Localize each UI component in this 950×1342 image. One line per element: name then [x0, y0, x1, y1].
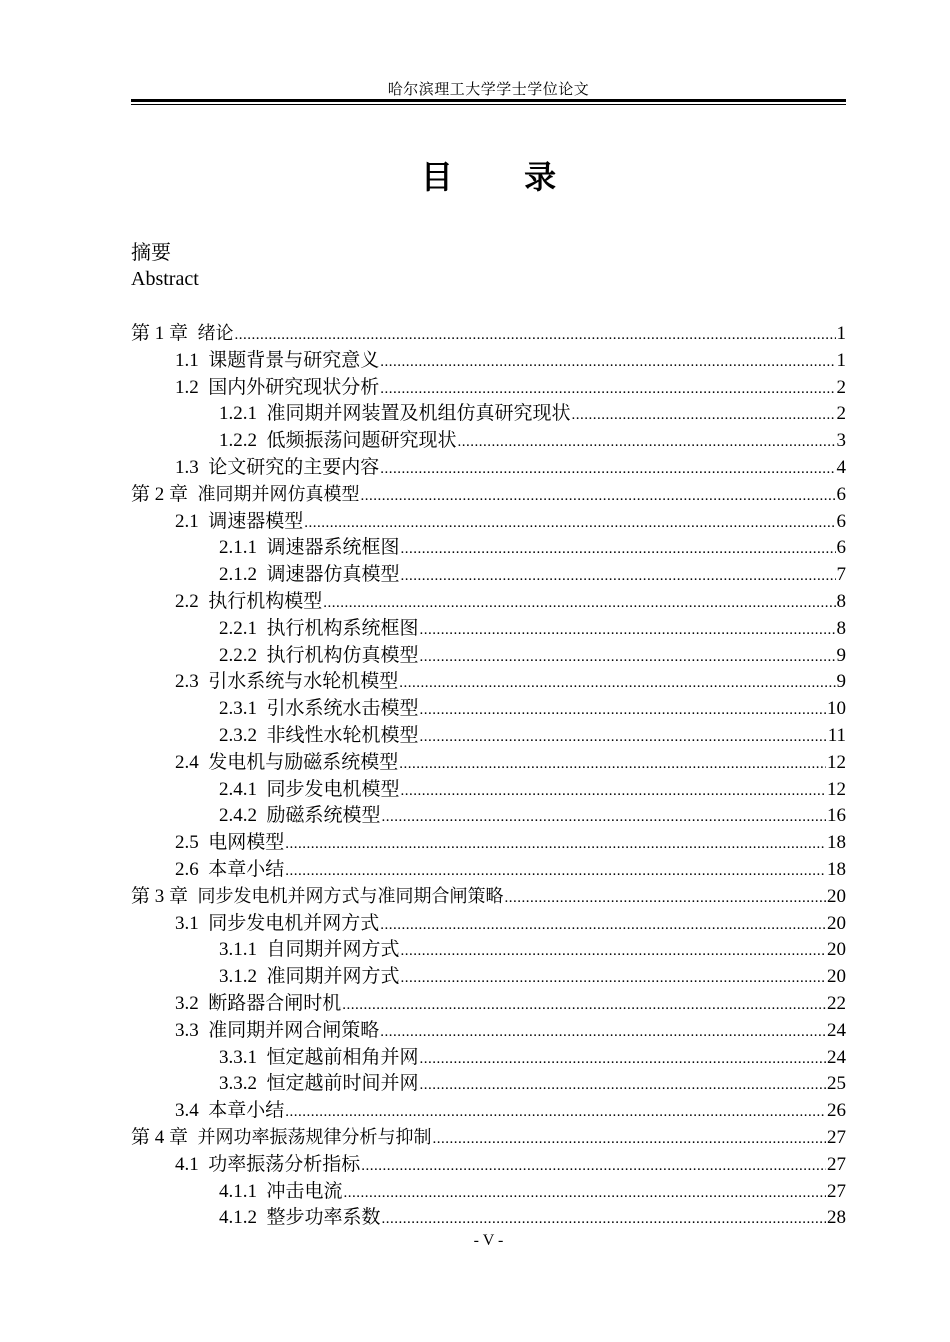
toc-entry[interactable]	[131, 800, 846, 827]
toc-entry-number: 2.1.1	[219, 537, 257, 559]
dot-leader	[323, 595, 835, 612]
header-rule-thick	[131, 99, 846, 102]
toc-entry-number: 2.4	[175, 751, 199, 773]
toc-entry-page: 20	[827, 939, 846, 961]
toc-entry[interactable]	[131, 988, 846, 1015]
toc-entry-page: 20	[827, 885, 846, 907]
toc-entry-page: 7	[836, 564, 846, 586]
toc-entry[interactable]	[131, 1122, 846, 1149]
toc-entry-page: 24	[827, 1046, 846, 1068]
toc-entry[interactable]	[131, 881, 846, 908]
toc-entry-number: 2.1	[175, 510, 199, 532]
toc-entry-label: 调速器模型	[208, 510, 304, 532]
toc-entry[interactable]	[131, 693, 846, 720]
toc-entry-label: 同步发电机并网方式与准同期合闸策略	[197, 885, 504, 907]
toc-entry-number: 2.4.1	[219, 778, 257, 800]
toc-entry-number: 4.1.2	[219, 1207, 257, 1229]
toc-entry[interactable]	[131, 720, 846, 747]
toc-entry[interactable]	[131, 827, 846, 854]
toc-entry[interactable]	[131, 1149, 846, 1176]
toc-entry-page: 26	[827, 1100, 846, 1122]
dot-leader	[285, 1104, 826, 1121]
running-header: 哈尔滨理工大学学士学位论文	[387, 82, 590, 98]
toc-entry-page: 28	[827, 1207, 846, 1229]
toc-entry-label: 非线性水轮机模型	[266, 724, 419, 746]
toc-entry[interactable]	[131, 774, 846, 801]
toc-entry-page: 9	[836, 671, 846, 693]
toc-entry-page: 8	[836, 590, 846, 612]
toc-entry[interactable]	[131, 452, 846, 479]
toc-entry-page: 22	[827, 992, 846, 1014]
toc-entry[interactable]	[131, 1202, 846, 1229]
toc-entry-label: 恒定越前相角并网	[266, 1046, 419, 1068]
toc-entry-page: 27	[827, 1126, 846, 1148]
toc-entry[interactable]	[131, 747, 846, 774]
toc-entry-number: 2.2	[175, 590, 199, 612]
toc-entry[interactable]	[131, 640, 846, 667]
toc-entry-page: 12	[827, 778, 846, 800]
dot-leader	[401, 943, 826, 960]
dot-leader	[380, 354, 835, 371]
toc-entry-label: 执行机构模型	[208, 590, 323, 612]
toc-entry-number: 2.5	[175, 832, 199, 854]
toc-entry-number: 1.1	[175, 349, 199, 371]
toc-entry-label: 国内外研究现状分析	[208, 376, 380, 398]
dot-leader	[420, 702, 826, 719]
toc-entry-page: 1	[836, 349, 846, 371]
toc-entry-label: 调速器仿真模型	[266, 564, 400, 586]
toc-entry-page: 20	[827, 966, 846, 988]
toc-entry[interactable]	[131, 372, 846, 399]
dot-leader	[420, 729, 827, 746]
toc-entry[interactable]	[131, 479, 846, 506]
toc-entry-number: 3.1	[175, 912, 199, 934]
toc-entry[interactable]	[131, 506, 846, 533]
toc-entry-page: 6	[836, 483, 846, 505]
toc-entry-number: 2.3.2	[219, 724, 257, 746]
toc-entry-label: 励磁系统模型	[266, 805, 381, 827]
toc-entry-page: 20	[827, 912, 846, 934]
dot-leader	[382, 809, 826, 826]
dot-leader	[401, 568, 836, 585]
dot-leader	[361, 488, 836, 505]
toc-entry-number: 3.1.1	[219, 939, 257, 961]
toc-entry[interactable]	[131, 345, 846, 372]
dot-leader	[382, 1211, 826, 1228]
toc-entry-number: 2.6	[175, 858, 199, 880]
toc-abstract-cn[interactable]: 摘要	[131, 242, 171, 264]
toc-entry-page: 3	[836, 430, 846, 452]
toc-abstract-en[interactable]: Abstract	[131, 268, 199, 290]
toc-entry-label: 发电机与励磁系统模型	[208, 751, 399, 773]
toc-entry-number: 1.2.1	[219, 403, 257, 425]
toc-entry-label: 本章小结	[208, 1100, 285, 1122]
dot-leader	[401, 783, 826, 800]
toc-entry-page: 11	[827, 724, 846, 746]
dot-leader	[285, 863, 826, 880]
toc-entry-page: 12	[827, 751, 846, 773]
toc-entry[interactable]	[131, 1015, 846, 1042]
toc-entry-number: 第 3 章	[131, 885, 189, 907]
toc-entry-number: 第 4 章	[131, 1126, 189, 1148]
toc-entry-label: 引水系统与水轮机模型	[208, 671, 399, 693]
header-rule-thin	[131, 104, 846, 105]
dot-leader	[380, 917, 826, 934]
toc-entry-number: 第 2 章	[131, 483, 189, 505]
dot-leader	[401, 970, 826, 987]
toc-entry-label: 本章小结	[208, 858, 285, 880]
toc-entry-page: 2	[836, 376, 846, 398]
toc-entry-number: 1.2.2	[219, 430, 257, 452]
toc-entry-label: 准同期并网合闸策略	[208, 1019, 380, 1041]
toc-entry-label: 同步发电机并网方式	[208, 912, 380, 934]
toc-entry[interactable]	[131, 1068, 846, 1095]
dot-leader	[572, 407, 836, 424]
toc-entry[interactable]	[131, 1042, 846, 1069]
dot-leader	[420, 622, 836, 639]
toc-entry-number: 2.3.1	[219, 698, 257, 720]
toc-entry-label: 准同期并网仿真模型	[197, 483, 360, 505]
toc-entry-number: 2.3	[175, 671, 199, 693]
dot-leader	[380, 381, 835, 398]
toc-entry-label: 并网功率振荡规律分析与抑制	[197, 1126, 432, 1148]
toc-entry-page: 4	[836, 456, 846, 478]
dot-leader	[285, 836, 826, 853]
toc-entry-label: 低频振荡问题研究现状	[266, 430, 457, 452]
toc-entry-label: 引水系统水击模型	[266, 698, 419, 720]
toc-entry-label: 恒定越前时间并网	[266, 1073, 419, 1095]
toc-entry[interactable]	[131, 559, 846, 586]
toc-entry-page: 24	[827, 1019, 846, 1041]
toc-entry-number: 4.1.1	[219, 1180, 257, 1202]
dot-leader	[380, 461, 835, 478]
toc-entry-page: 10	[827, 698, 846, 720]
toc-entry-page: 25	[827, 1073, 846, 1095]
toc-entry-label: 执行机构系统框图	[266, 617, 419, 639]
toc-entry[interactable]	[131, 532, 846, 559]
toc-entry-label: 论文研究的主要内容	[208, 456, 380, 478]
toc-entry-page: 2	[836, 403, 846, 425]
toc-entry-number: 第 1 章	[131, 323, 189, 344]
dot-leader	[420, 649, 836, 666]
toc-entry-label: 冲击电流	[266, 1180, 343, 1202]
page-title: 目 录	[420, 158, 587, 196]
dot-leader	[361, 1158, 826, 1175]
toc-entry-page: 27	[827, 1180, 846, 1202]
toc-entry-label: 整步功率系数	[266, 1207, 381, 1229]
dot-leader	[433, 1131, 826, 1148]
toc-entry-page: 16	[827, 805, 846, 827]
toc-entry[interactable]	[131, 398, 846, 425]
toc-entry-number: 3.2	[175, 992, 199, 1014]
toc-entry[interactable]	[131, 586, 846, 613]
toc-entry-number: 2.1.2	[219, 564, 257, 586]
toc-entry-page: 1	[836, 323, 846, 344]
dot-leader	[342, 997, 826, 1014]
toc-entry-page: 27	[827, 1153, 846, 1175]
toc-entry-number: 1.2	[175, 376, 199, 398]
dot-leader	[401, 541, 836, 558]
toc-entry-label: 调速器系统框图	[266, 537, 400, 559]
toc-entry[interactable]	[131, 961, 846, 988]
toc-entry[interactable]	[131, 1176, 846, 1203]
toc-entry-page: 8	[836, 617, 846, 639]
toc-entry-number: 3.4	[175, 1100, 199, 1122]
toc-entry-label: 准同期并网装置及机组仿真研究现状	[266, 403, 571, 425]
toc-entry[interactable]	[131, 908, 846, 935]
toc-entry[interactable]	[131, 613, 846, 640]
dot-leader	[344, 1185, 826, 1202]
toc-entry-label: 同步发电机模型	[266, 778, 400, 800]
toc-entry-number: 3.3	[175, 1019, 199, 1041]
toc-entry-number: 2.2.1	[219, 617, 257, 639]
toc-entry[interactable]	[131, 318, 846, 345]
dot-leader	[304, 515, 835, 532]
toc-entry-label: 功率振荡分析指标	[208, 1153, 361, 1175]
toc-entry[interactable]	[131, 1095, 846, 1122]
dot-leader	[235, 327, 836, 344]
dot-leader	[399, 756, 826, 773]
dot-leader	[399, 675, 835, 692]
toc-entry-number: 2.2.2	[219, 644, 257, 666]
toc-entry-number: 4.1	[175, 1153, 199, 1175]
toc-entry-label: 课题背景与研究意义	[208, 349, 380, 371]
toc-entry-page: 18	[827, 858, 846, 880]
toc-entry-label: 准同期并网方式	[266, 966, 400, 988]
toc-entry-label: 执行机构仿真模型	[266, 644, 419, 666]
page-number: - V -	[473, 1232, 504, 1249]
toc-entry-number: 3.3.2	[219, 1073, 257, 1095]
toc-entry-page: 6	[836, 510, 846, 532]
toc-entry-number: 2.4.2	[219, 805, 257, 827]
toc-entry-number: 3.1.2	[219, 966, 257, 988]
toc-entry[interactable]	[131, 425, 846, 452]
table-of-contents	[131, 318, 846, 1229]
toc-entry-number: 3.3.1	[219, 1046, 257, 1068]
toc-entry-page: 18	[827, 832, 846, 854]
toc-entry-label: 电网模型	[208, 832, 285, 854]
toc-entry-page: 6	[836, 537, 846, 559]
toc-entry[interactable]	[131, 854, 846, 881]
toc-entry-label: 断路器合闸时机	[208, 992, 342, 1014]
toc-entry[interactable]	[131, 934, 846, 961]
toc-entry-number: 1.3	[175, 456, 199, 478]
dot-leader	[420, 1051, 826, 1068]
dot-leader	[505, 890, 826, 907]
dot-leader	[420, 1077, 826, 1094]
toc-entry-label: 自同期并网方式	[266, 939, 400, 961]
dot-leader	[380, 1024, 826, 1041]
toc-entry-label: 绪论	[197, 323, 234, 344]
toc-entry-page: 9	[836, 644, 846, 666]
toc-entry[interactable]	[131, 666, 846, 693]
dot-leader	[458, 434, 836, 451]
